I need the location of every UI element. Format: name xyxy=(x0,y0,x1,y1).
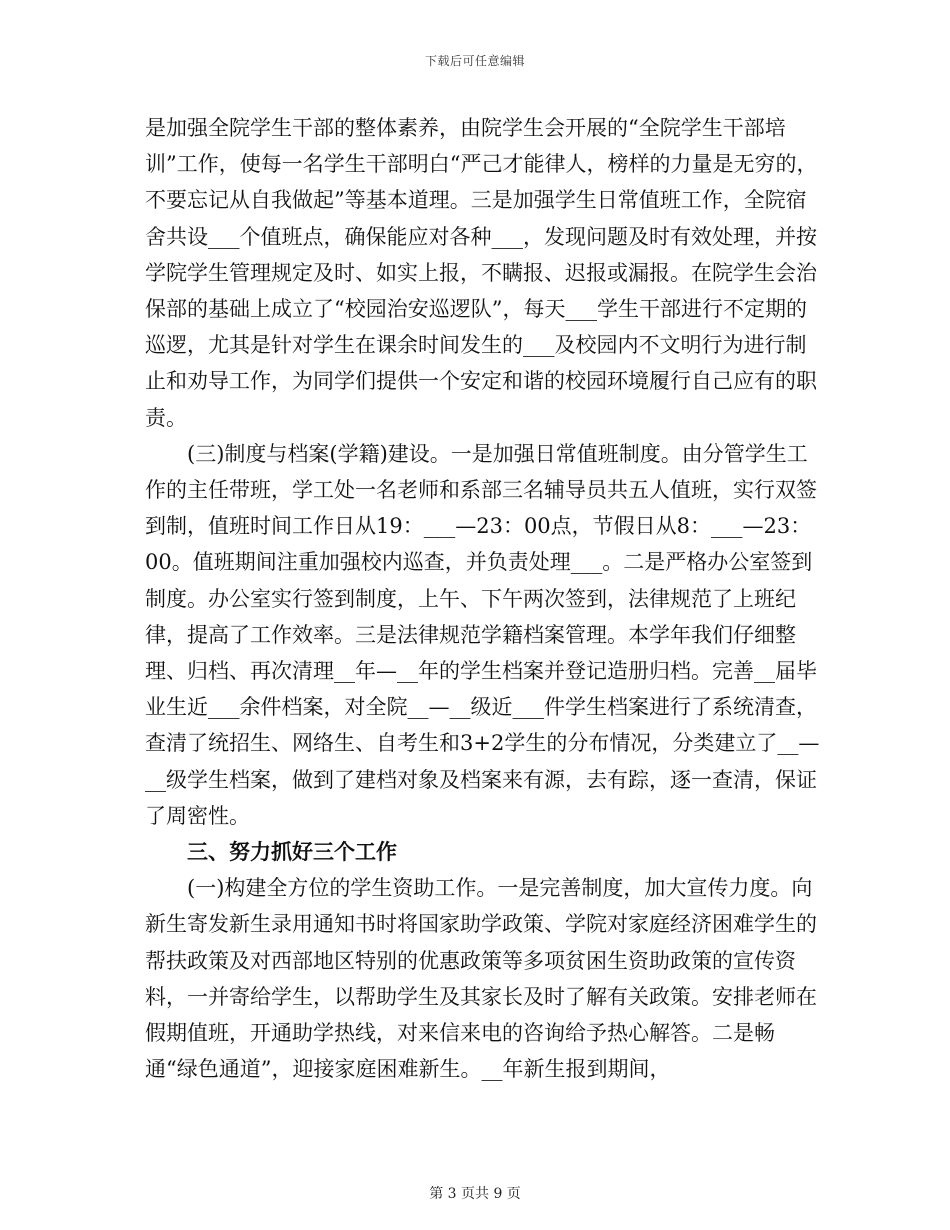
paragraph-student-cadres: 是加强全院学生干部的整体素养，由院学生会开展的“全院学生干部培训”工作，使每一名学生干部明白“严己才能律人，榜样的力量是无穷的，不要忘记从自我做起”等基本道理。三是加强学生日常值班工作，全院宿舍共设___个值班点，确保能应对各种___，发现问题及时有效处理，并按学院学生管理规定及时、如实上报，不瞒报、迟报或漏报。在院学生会治保部的基础上成立了“校园治安巡逻队”，每天___学生干部进行不定期的巡逻，尤其是针对学生在课余时间发生的___及校园内不文明行为进行制止和劝导工作，为同学们提供一个安定和谐的校园环境履行自己应有的职责。 xyxy=(145,116,818,430)
paragraph-system-archives: (三)制度与档案(学籍)建设。一是加强日常值班制度。由分管学生工作的主任带班，学工处一名老师和系部三名辅导员共五人值班，实行双签到制，值班时间工作日从19：___—23：00点，节假日从8：___—23：00。值班期间注重加强校内巡查，并负责处理___。二是严格办公室签到制度。办公室实行签到制度，上午、下午两次签到，法律规范了上班纪律，提高了工作效率。三是法律规范学籍档案管理。本学年我们仔细整理、归档、再次清理__年—__年的学生档案并登记造册归档。完善__届毕业生近___余件档案，对全院__—__级近___件学生档案进行了系统清查，查清了统招生、网络生、自考生和3+2学生的分布情况，分类建立了__—__级学生档案，做到了建档对象及档案来有源，去有踪，逐一查清，保证了周密性。 xyxy=(145,441,820,828)
page-number: 第 3 页共 9 页 xyxy=(429,1186,521,1202)
page-header: 下载后可任意编辑 xyxy=(424,54,525,68)
document-body xyxy=(145,110,825,1087)
section-heading: 三、努力抓好三个工作 xyxy=(187,839,397,865)
paragraph-student-aid: (一)构建全方位的学生资助工作。一是完善制度，加大宣传力度。向新生寄发新生录用通知书时将国家助学政策、学院对家庭经济困难学生的帮扶政策及对西部地区特别的优惠政策等多项贫困生资助政策的宣传资料，一并寄给学生，以帮助学生及其家长及时了解有关政策。安排老师在假期值班，开通助学热线，对来信来电的咨询给予热心解答。二是畅通“绿色通道”，迎接家庭困难新生。__年新生报到期间， xyxy=(145,876,817,1082)
